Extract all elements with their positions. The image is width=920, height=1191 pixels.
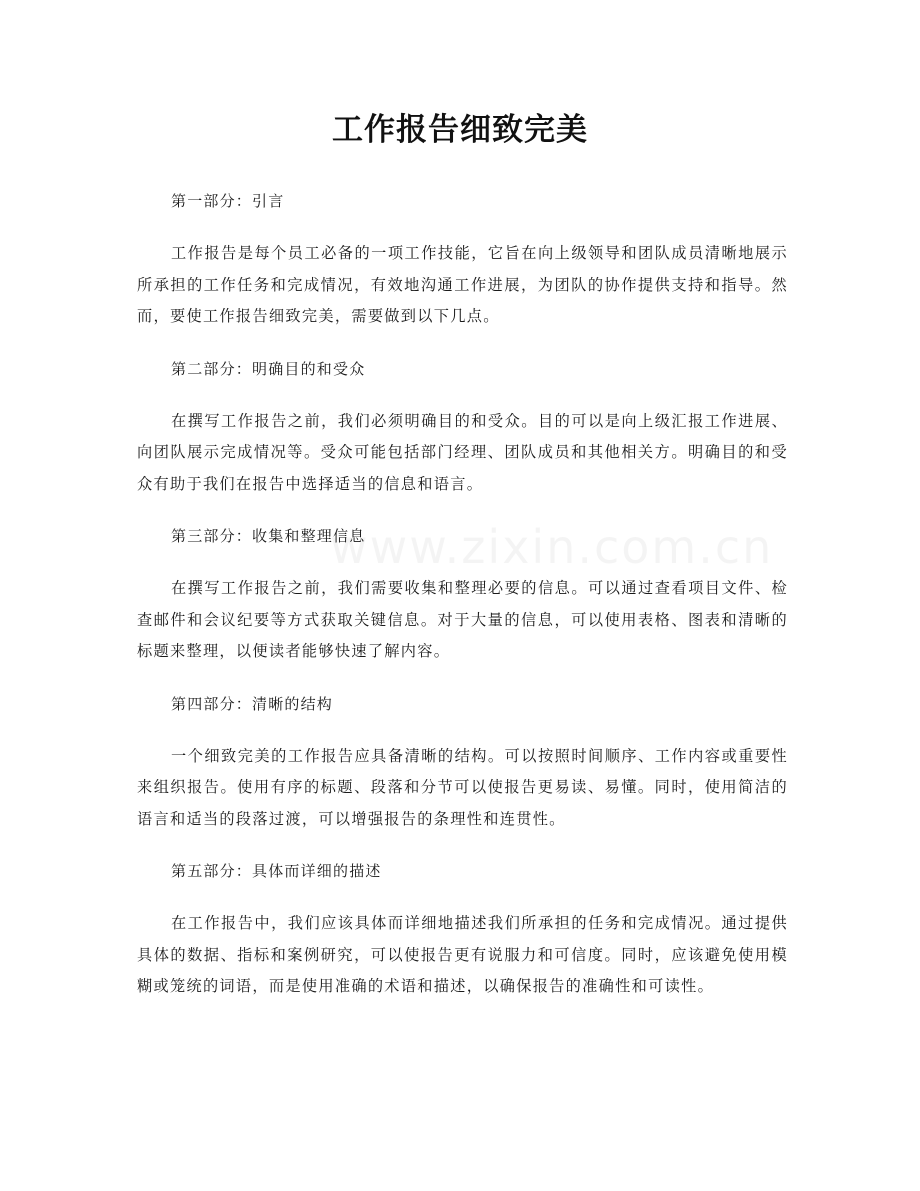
section-heading: 第一部分：引言: [171, 192, 285, 210]
section-paragraph: 一个细致完美的工作报告应具备清晰的结构。可以按照时间顺序、工作内容或重要性来组织报告。使用有序的标题、段落和分节可以使报告更易读、易懂。同时，使用简洁的语言和适当的段落过渡，可以增强报告的条理性和连贯性。: [137, 746, 788, 828]
document-body: [137, 186, 788, 1003]
section-heading: 第二部分：明确目的和受众: [171, 359, 366, 378]
section-paragraph: 在撰写工作报告之前，我们需要收集和整理必要的信息。可以通过查看项目文件、检查邮件和会议纪要等方式获取关键信息。对于大量的信息，可以使用表格、图表和清晰的标题来整理，以便读者能够快速了解内容。: [137, 579, 788, 660]
document-title: 工作报告细致完美: [332, 112, 588, 148]
section-paragraph: 在撰写工作报告之前，我们必须明确目的和受众。目的可以是向上级汇报工作进展、向团队展示完成情况等。受众可能包括部门经理、团队成员和其他相关方。明确目的和受众有助于我们在报告中选择适当的信息和语言。: [137, 411, 788, 493]
section-heading: 第四部分：清晰的结构: [171, 694, 334, 713]
section-paragraph: 工作报告是每个员工必备的一项工作技能，它旨在向上级领导和团队成员清晰地展示所承担的工作任务和完成情况，有效地沟通工作进展，为团队的协作提供支持和指导。然而，要使工作报告细致完美，需要做到以下几点。: [137, 244, 788, 325]
section-paragraph: 在工作报告中，我们应该具体而详细地描述我们所承担的任务和完成情况。通过提供具体的数据、指标和案例研究，可以使报告更有说服力和可信度。同时，应该避免使用模糊或笼统的词语，而是使用准确的术语和描述，以确保报告的准确性和可读性。: [137, 914, 788, 995]
section-heading: 第三部分：收集和整理信息: [171, 527, 366, 545]
section-heading: 第五部分：具体而详细的描述: [171, 862, 382, 880]
